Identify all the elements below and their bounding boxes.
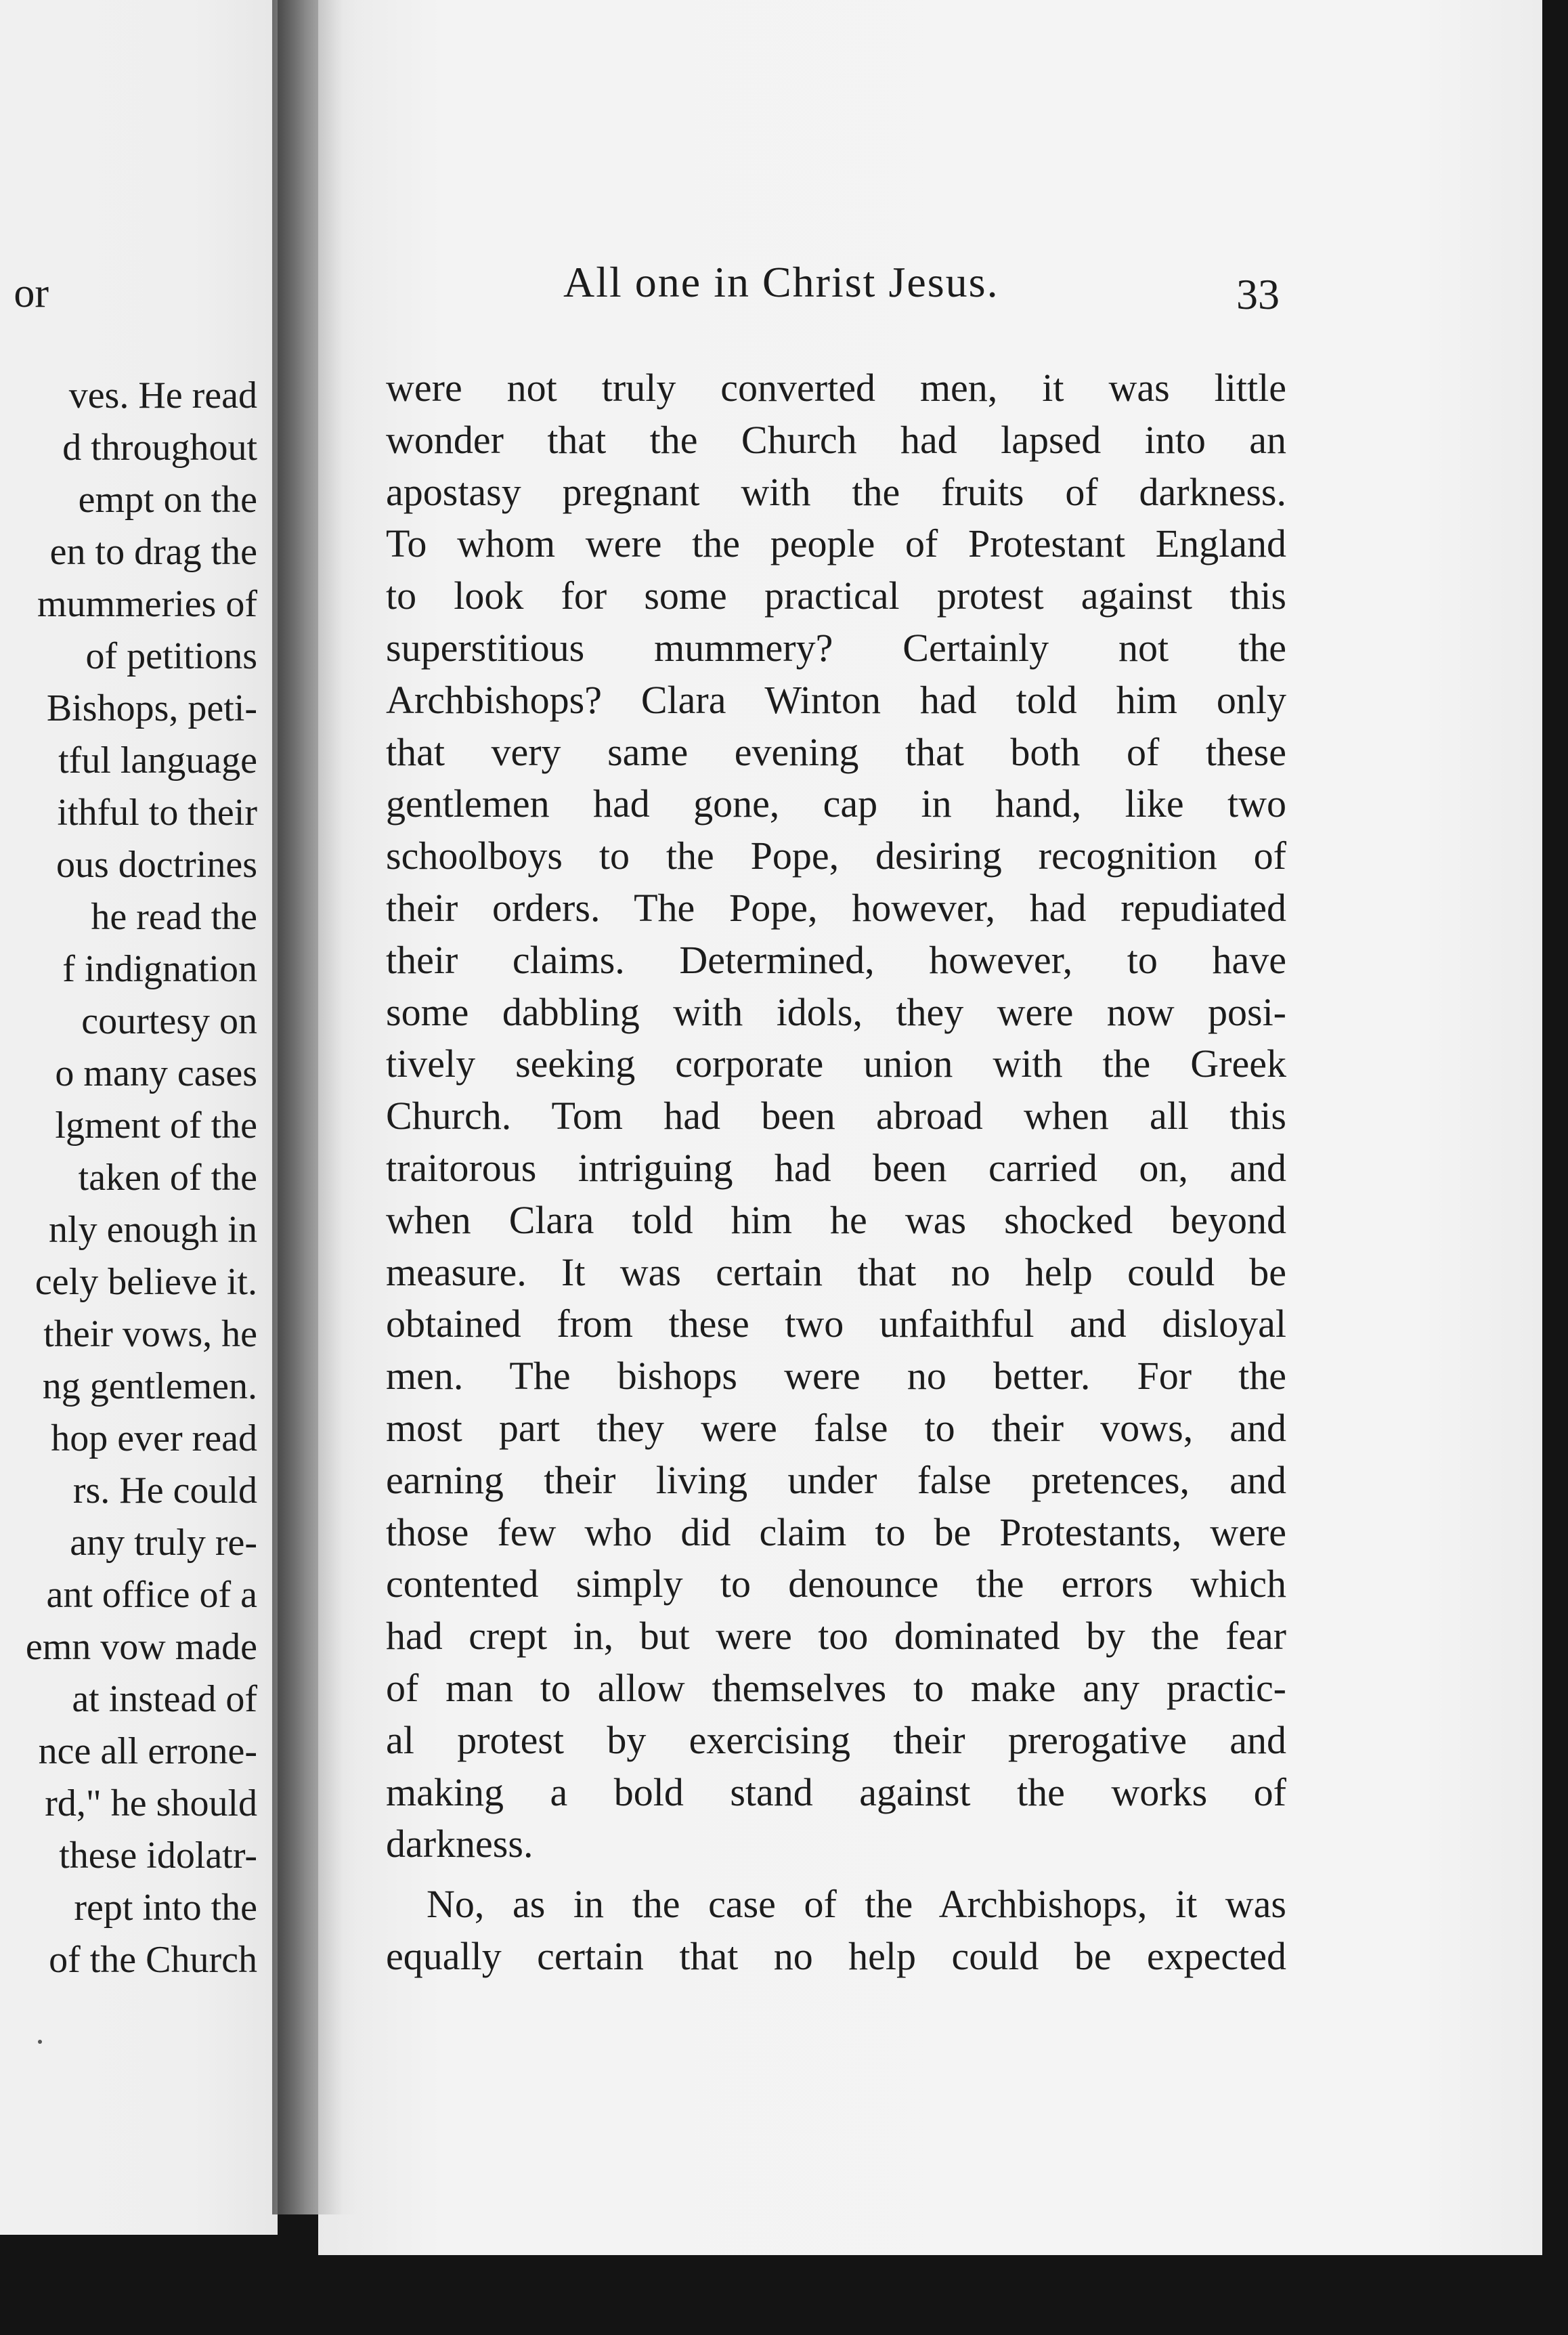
text-line: that very same evening that both of these [386, 729, 1286, 774]
left-text-line: ous doctrines [56, 844, 257, 886]
left-text-line: cely believe it. [35, 1261, 257, 1303]
left-text-line: o many cases [55, 1052, 257, 1094]
left-text-line: empt on the [78, 479, 257, 521]
left-text-line: he read the [91, 896, 257, 938]
left-text-line: their vows, he [43, 1313, 257, 1355]
left-text-line: of the Church [49, 1939, 257, 1981]
left-text-line: d throughout [62, 427, 257, 469]
text-line: superstitious mummery? Certainly not the [386, 625, 1286, 670]
text-line: to look for some practical protest against this [386, 574, 1286, 618]
text-line: wonder that the Church had lapsed into an [386, 417, 1286, 462]
right-page [318, 0, 1542, 2255]
left-text-line: courtesy on [81, 1000, 257, 1042]
text-line: making a bold stand against the works of [386, 1770, 1286, 1814]
page-number: 33 [1236, 270, 1280, 318]
left-text-line: f indignation [62, 948, 257, 990]
text-line: No, as in the case of the Archbishops, it was [427, 1882, 1286, 1927]
text-line: To whom were the people of Protestant England [386, 521, 1286, 566]
left-text-line: of petitions [85, 635, 257, 677]
ink-speck [38, 2040, 42, 2044]
text-line: apostasy pregnant with the fruits of darkness. [386, 469, 1286, 514]
text-line: men. The bishops were no better. For the [386, 1354, 1286, 1398]
text-line: darkness. [386, 1822, 533, 1866]
left-text-line: emn vow made [25, 1626, 257, 1668]
left-text-line: lgment of the [55, 1105, 257, 1147]
page-edge-shadow [278, 0, 359, 2214]
left-text-line: ant office of a [46, 1574, 257, 1616]
left-text-line: tful language [58, 740, 257, 781]
text-line: al protest by exercising their prerogative and [386, 1717, 1286, 1762]
text-line: measure. It was certain that no help could be [386, 1249, 1286, 1294]
left-page-text [26, 370, 257, 1986]
text-line: most part they were false to their vows, and [386, 1405, 1286, 1450]
text-line: their claims. Determined, however, to have [386, 937, 1286, 982]
left-text-line: hop ever read [51, 1417, 257, 1459]
text-line: Archbishops? Clara Winton had told him only [386, 677, 1286, 722]
left-text-line: nly enough in [49, 1209, 257, 1251]
text-line: obtained from these two unfaithful and disloyal [386, 1302, 1286, 1346]
left-text-line: these idolatr- [59, 1835, 257, 1877]
text-line: when Clara told him he was shocked beyond [386, 1197, 1286, 1242]
text-line: their orders. The Pope, however, had repudiated [386, 885, 1286, 930]
text-line: earning their living under false pretences, and [386, 1457, 1286, 1502]
left-text-line: ng gentlemen. [42, 1365, 257, 1407]
text-line: traitorous intriguing had been carried on, and [386, 1145, 1286, 1190]
text-line: gentlemen had gone, cap in hand, like two [386, 781, 1286, 826]
text-line: contented simply to denounce the errors which [386, 1562, 1286, 1606]
left-text-line: taken of the [78, 1157, 257, 1199]
left-text-line: nce all errone- [38, 1730, 257, 1772]
left-page [0, 0, 278, 2235]
left-text-line: Bishops, peti- [46, 687, 257, 729]
left-text-line: ithful to their [57, 792, 257, 834]
text-line: Church. Tom had been abroad when all this [386, 1094, 1286, 1138]
left-text-line: rd," he should [45, 1782, 257, 1824]
left-text-line: en to drag the [49, 531, 257, 573]
text-line: schoolboys to the Pope, desiring recognition of [386, 834, 1286, 878]
left-text-line: rs. He could [72, 1470, 257, 1512]
text-line: some dabbling with idols, they were now posi- [386, 989, 1286, 1034]
left-text-line: any truly re- [70, 1522, 257, 1564]
text-line: tively seeking corporate union with the Greek [386, 1042, 1286, 1086]
left-text-line: rept into the [74, 1887, 257, 1929]
left-text-line: at instead of [72, 1678, 257, 1720]
text-line: were not truly converted men, it was little [386, 366, 1286, 410]
text-line: of man to allow themselves to make any practic- [386, 1665, 1286, 1710]
left-text-line: ves. He read [68, 374, 257, 416]
left-text-line: mummeries of [37, 583, 257, 625]
text-line: had crept in, but were too dominated by the fear [386, 1614, 1286, 1658]
page-body-text [386, 362, 1286, 1983]
text-line: equally certain that no help could be expected [386, 1933, 1286, 1978]
text-line: those few who did claim to be Protestants, were [386, 1509, 1286, 1554]
running-head: All one in Christ Jesus. [563, 258, 999, 306]
left-running-head-fragment: or [14, 270, 49, 316]
